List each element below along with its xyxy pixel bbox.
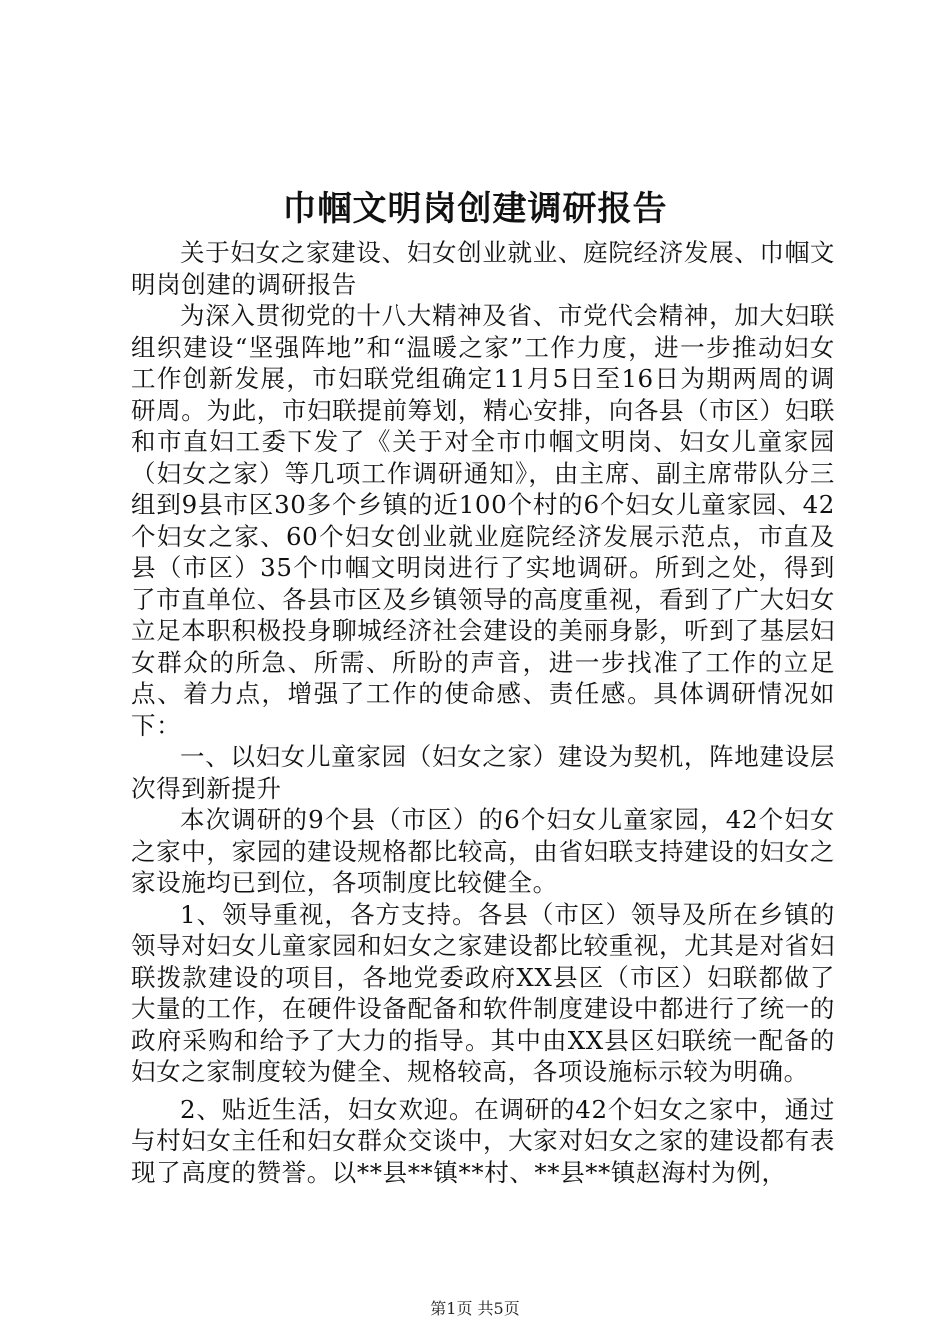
- paragraph-section-1: 本次调研的9个县（市区）的6个妇女儿童家园，42个妇女之家中，家园的建设规格都比较高，由省妇联支持建设的妇女之家设施均已到位，各项制度比较健全。: [131, 805, 835, 897]
- document-title: 巾帼文明岗创建调研报告: [282, 189, 668, 229]
- page-footer: 第1页 共5页: [430, 1299, 520, 1318]
- section-heading-1: 一、以妇女儿童家园（妇女之家）建设为契机，阵地建设层次得到新提升: [131, 742, 835, 803]
- paragraph-point-2: 2、贴近生活，妇女欢迎。在调研的42个妇女之家中，通过与村妇女主任和妇女群众交谈中，大家对妇女之家的建设都有表现了高度的赞誉。以**县**镇**村、**县**镇赵海村为例，: [131, 1094, 835, 1187]
- document-body: [131, 237, 835, 1188]
- paragraph-point-1: 1、领导重视，各方支持。各县（市区）领导及所在乡镇的领导对妇女儿童家园和妇女之家建设都比较重视，尤其是对省妇联拨款建设的项目，各地党委政府XX县区（市区）妇联都做了大量的工作，在硬件设备配备和软件制度建设中都进行了统一的政府采购和给予了大力的指导。其中由XX县区妇联统一配备的妇女之家制度较为健全、规格较高，各项设施标示较为明确。: [131, 899, 835, 1086]
- paragraph-intro: 为深入贯彻党的十八大精神及省、市党代会精神，加大妇联组织建设“坚强阵地”和“温暖之家”工作力度，进一步推动妇女工作创新发展，市妇联党组确定11月5日至16日为期两周的调研周。为此，市妇联提前筹划，精心安排，向各县（市区）妇联和市直妇工委下发了《关于对全市巾帼文明岗、妇女儿童家园（妇女之家）等几项工作调研通知》，由主席、副主席带队分三组到9县市区30多个乡镇的近100个村的6个妇女儿童家园、42个妇女之家、60个妇女创业就业庭院经济发展示范点，市直及县（市区）35个巾帼文明岗进行了实地调研。所到之处，得到了市直单位、各县市区及乡镇领导的高度重视，看到了广大妇女立足本职积极投身聊城经济社会建设的美丽身影，听到了基层妇女群众的所急、所需、所盼的声音，进一步找准了工作的立足点、着力点，增强了工作的使命感、责任感。具体调研情况如下：: [131, 301, 835, 740]
- paragraph-subtitle: 关于妇女之家建设、妇女创业就业、庭院经济发展、巾帼文明岗创建的调研报告: [131, 238, 835, 299]
